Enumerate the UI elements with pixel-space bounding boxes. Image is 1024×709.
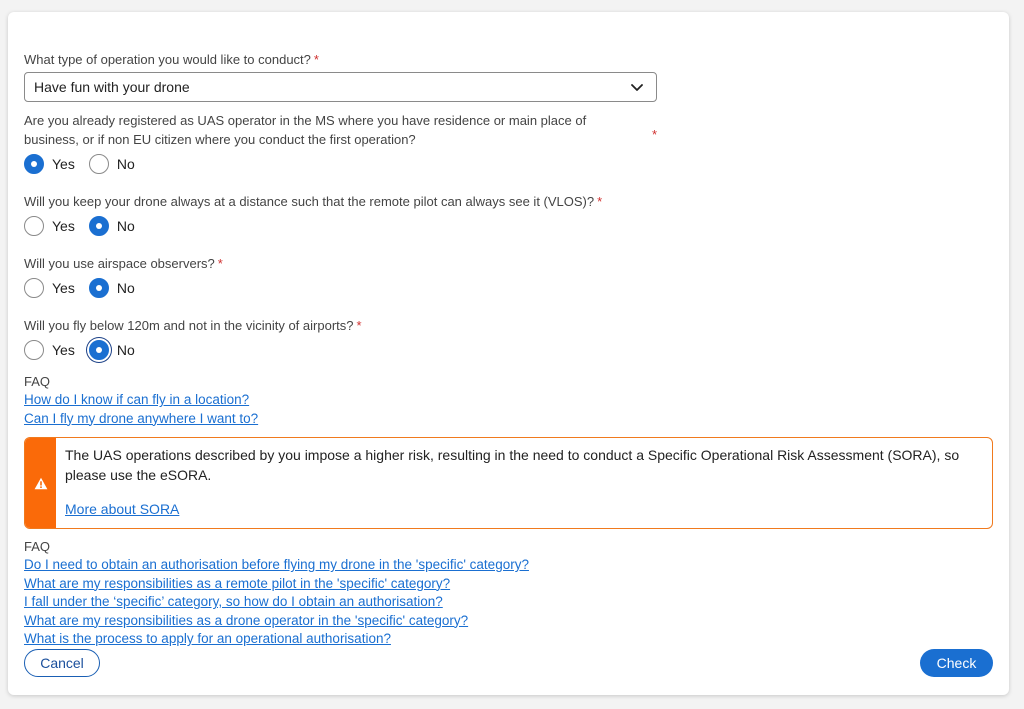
registered-no-radio[interactable] xyxy=(89,154,109,174)
faq-link[interactable]: Do I need to obtain an authorisation before flying my drone in the 'specific' category? xyxy=(24,557,529,572)
form-body xyxy=(24,50,993,649)
alert-icon-bar xyxy=(25,438,56,528)
faq-section-specific xyxy=(24,538,993,649)
altitude-yes-option[interactable] xyxy=(24,340,75,360)
radio-label: Yes xyxy=(52,156,75,172)
operation-type-selected-value: Have fun with your drone xyxy=(34,79,190,95)
alert-body xyxy=(56,438,992,528)
faq-link[interactable]: Can I fly my drone anywhere I want to? xyxy=(24,410,259,426)
observers-no-option[interactable] xyxy=(89,278,135,298)
warning-icon xyxy=(34,477,48,490)
required-marker: * xyxy=(356,318,362,333)
altitude-yes-radio[interactable] xyxy=(24,340,44,360)
faq-link[interactable]: What are my responsibilities as a remote pilot in the 'specific' category? xyxy=(24,575,451,591)
chevron-down-icon xyxy=(630,80,644,94)
altitude-radio-group xyxy=(24,339,993,361)
altitude-no-option[interactable] xyxy=(89,340,135,360)
radio-label: Yes xyxy=(52,280,75,296)
altitude-no-radio[interactable] xyxy=(89,340,109,360)
observers-radio-group xyxy=(24,277,993,299)
observers-label xyxy=(24,254,993,273)
radio-label: Yes xyxy=(52,218,75,234)
vlos-no-radio[interactable] xyxy=(89,216,109,236)
observers-yes-radio[interactable] xyxy=(24,278,44,298)
faq-link[interactable]: I fall under the ‘specific’ category, so how do I obtain an authorisation? xyxy=(24,594,443,609)
registered-label-line1: Are you already registered as UAS operator in the MS where you have residence or main place of xyxy=(24,113,587,128)
sora-warning-alert xyxy=(24,437,993,529)
registered-yes-radio[interactable] xyxy=(24,154,44,174)
check-button[interactable]: Check xyxy=(920,649,993,677)
faq-title: FAQ xyxy=(24,539,51,554)
operation-type-label xyxy=(24,50,993,69)
faq-link[interactable]: What is the process to apply for an operational authorisation? xyxy=(24,631,391,646)
vlos-yes-radio[interactable] xyxy=(24,216,44,236)
registered-label xyxy=(24,111,993,149)
faq-title: FAQ xyxy=(24,374,51,389)
observers-label-text: Will you use airspace observers? xyxy=(24,256,215,271)
vlos-radio-group xyxy=(24,215,993,237)
radio-label: Yes xyxy=(52,342,75,358)
form-card xyxy=(8,12,1009,695)
vlos-question xyxy=(24,192,993,237)
required-marker: * xyxy=(313,52,319,67)
required-marker: * xyxy=(597,194,603,209)
registered-question xyxy=(24,111,993,175)
registered-label-line2: business, or if non EU citizen where you conduct the first operation? xyxy=(24,132,416,147)
alert-message: The UAS operations described by you impose a higher risk, resulting in the need to conduct a Specific Operational Risk Assessment (SORA), so please use the eSORA. xyxy=(65,447,960,483)
vlos-label-text: Will you keep your drone always at a distance such that the remote pilot can always see it (VLOS)? xyxy=(24,194,595,209)
vlos-label xyxy=(24,192,993,211)
cancel-button[interactable]: Cancel xyxy=(24,649,100,677)
registered-yes-option[interactable] xyxy=(24,154,75,174)
faq-link[interactable]: What are my responsibilities as a drone operator in the 'specific' category? xyxy=(24,612,469,628)
operation-type-label-text: What type of operation you would like to conduct? xyxy=(24,52,311,67)
operation-type-question xyxy=(24,50,993,102)
required-marker: * xyxy=(652,127,658,142)
radio-label: No xyxy=(116,156,135,172)
radio-label: No xyxy=(116,218,135,234)
vlos-yes-option[interactable] xyxy=(24,216,75,236)
operation-type-select[interactable] xyxy=(24,72,657,102)
observers-question xyxy=(24,254,993,299)
registered-radio-group xyxy=(24,153,993,175)
more-about-sora-link[interactable]: More about SORA xyxy=(65,501,180,517)
altitude-label-text: Will you fly below 120m and not in the vicinity of airports? xyxy=(24,318,354,333)
faq-link[interactable]: How do I know if can fly in a location? xyxy=(24,392,250,407)
vlos-no-option[interactable] xyxy=(89,216,135,236)
altitude-question xyxy=(24,316,993,361)
observers-no-radio[interactable] xyxy=(89,278,109,298)
altitude-label xyxy=(24,316,993,335)
registered-no-option[interactable] xyxy=(89,154,135,174)
observers-yes-option[interactable] xyxy=(24,278,75,298)
radio-label: No xyxy=(116,280,135,296)
required-marker: * xyxy=(217,256,223,271)
faq-section xyxy=(24,373,993,428)
radio-label: No xyxy=(116,342,135,358)
